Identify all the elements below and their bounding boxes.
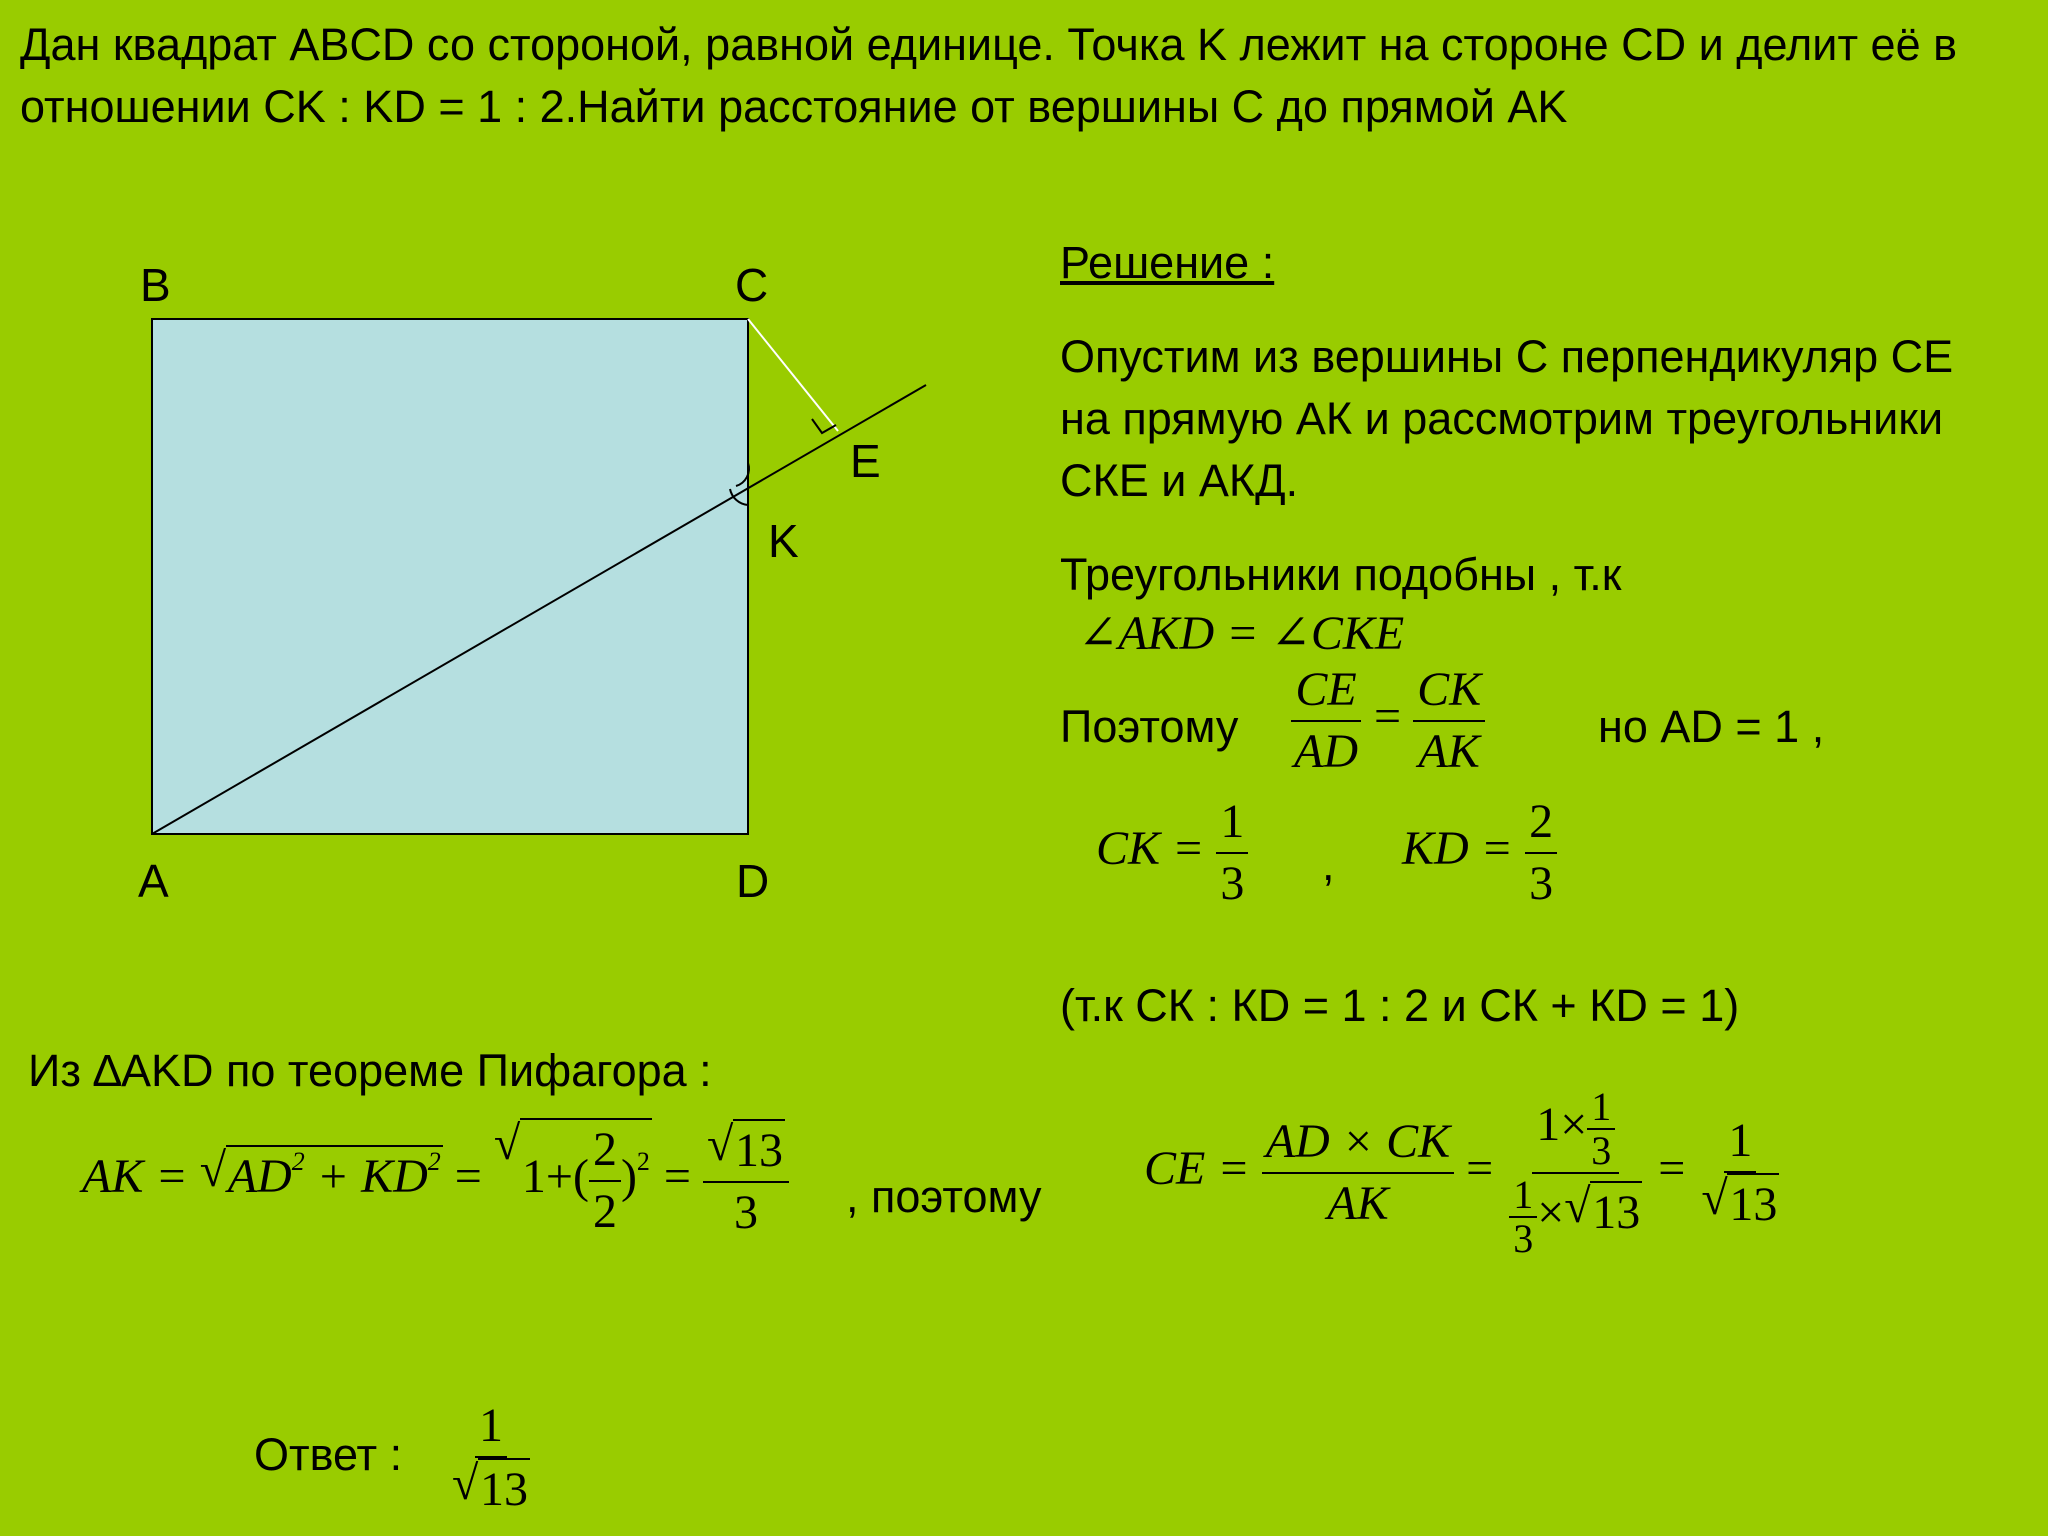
value-separator-comma: , [1322,839,1335,890]
point-label-k: K [768,515,799,567]
ak-result-den: 3 [734,1186,758,1239]
ratio-ce-ad-ck-ak [1290,660,1485,782]
ck-num: 1 [1216,792,1248,854]
ratio-right-num: CK [1413,660,1485,722]
ak-equation: AK = √ $AD^2 + KD^2$ = √ 1+( $\frac{2}{2}$ )$^2$ = √ $\frac{13}{3}$ [82,1118,789,1243]
ce-eq-2: = [1658,1142,1686,1196]
ce-f2-num-a: 1× [1536,1098,1588,1152]
ratio-right-den: AK [1418,725,1480,778]
kd-den: 3 [1529,857,1554,910]
ck-value [1096,792,1248,914]
angle-equality: ∠AKD = ∠CKE [1078,607,1405,660]
vertex-label-d: D [736,855,770,907]
answer-num: 1 [475,1396,507,1458]
ce-f2-num-fd: 3 [1591,1128,1612,1173]
ak-inner-sq: 2 [636,1147,650,1177]
answer-value [448,1396,534,1520]
perpendicular-ce [748,319,838,431]
kd-lhs: KD = [1402,822,1514,876]
ce-f3-den-rad: 13 [1727,1173,1779,1235]
ratio-eq: = [1373,690,1402,744]
kd-value [1402,792,1557,914]
therefore-label: Поэтому [1060,701,1239,752]
ratio-note: (т.к СК : КD = 1 : 2 и СК + КD = 1) [1060,980,1740,1031]
point-label-e: E [850,435,881,487]
vertex-label-c: C [735,259,769,311]
ak-ad-sq: 2 [291,1147,305,1177]
ce-f2-den-fn: 1 [1509,1174,1537,1218]
ce-f1-den: AK [1327,1177,1389,1230]
kd-num: 2 [1525,792,1557,854]
vertex-label-a: A [138,855,169,907]
solution-heading: Решение : [1060,237,1275,288]
ce-f2-den-rad: 13 [1590,1181,1642,1243]
solution-paragraph-2: Треугольники подобны , т.к [1060,549,1622,600]
ad-equals-one: но AD = 1 , [1598,701,1825,752]
ce-f2-den-times: × [1537,1186,1565,1240]
vertex-label-b: B [140,259,171,311]
ce-equation [1144,1086,1783,1260]
ck-lhs: CK = [1096,822,1205,876]
ce-f1-num: AD × CK [1262,1112,1454,1174]
answer-label: Ответ : [254,1429,403,1480]
therefore-text: , поэтому [846,1171,1042,1222]
ak-kd-sq: 2 [427,1147,441,1177]
square-abcd [152,319,748,834]
ck-den: 3 [1220,857,1245,910]
ak-eq-1: = [454,1150,482,1204]
ce-f2-den-fd: 3 [1513,1216,1534,1261]
ak-eq-2: = [663,1150,691,1204]
pythagoras-heading: Из ∆AKD по теореме Пифагора : [28,1045,712,1096]
ak-one-plus: 1+ [521,1150,573,1204]
ratio-left-num: CE [1291,660,1360,722]
ak-inner-num: 2 [589,1120,621,1182]
ce-f3-num: 1 [1724,1111,1756,1173]
ak-inner-den: 2 [592,1185,617,1238]
answer-den-rad: 13 [478,1458,530,1520]
ak-result-rad: 13 [733,1119,785,1181]
solution-paragraph-1: Опустим из вершины С перпендикуляр СЕ на прямую АК и рассмотрим треугольники СКЕ и АКД. [1060,331,1954,506]
ce-eq-1: = [1466,1142,1494,1196]
problem-statement: Дан квадрат ABCD со стороной, равной единице. Точка K лежит на стороне CD и делит её в отношении CK : KD = 1 : 2.Найти расстояние от вершины C до прямой AK [20,19,1958,132]
ak-lhs: AK = [82,1150,188,1204]
ak-ad: AD [227,1150,292,1204]
right-angle-mark [812,419,836,433]
ce-f2-num-fn: 1 [1587,1086,1615,1130]
ak-kd: + KD [316,1150,428,1204]
ce-lhs: CE = [1144,1142,1250,1196]
ratio-left-den: AD [1294,725,1358,778]
